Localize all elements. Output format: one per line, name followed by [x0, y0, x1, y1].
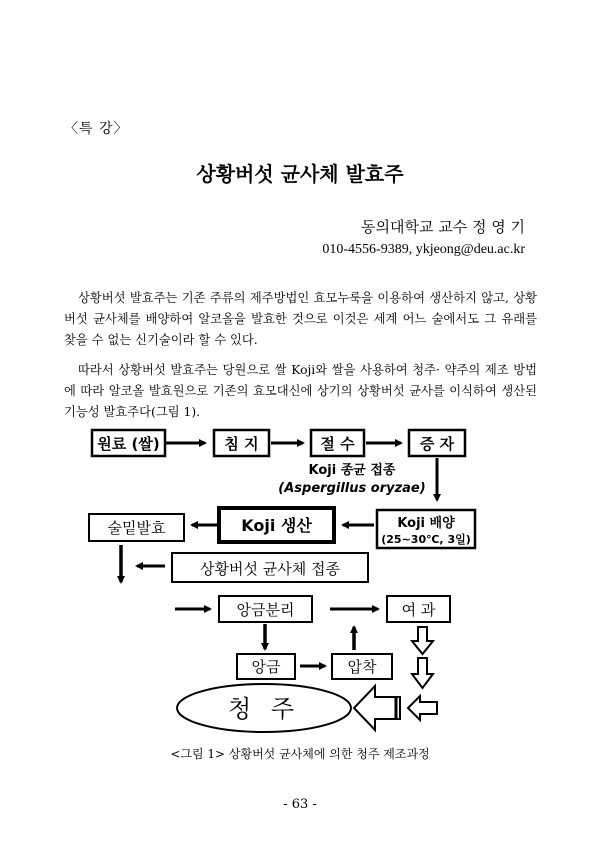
- mash-fermentation-label: 술밑발효: [107, 519, 166, 537]
- raw-material-label: 원료 (쌀): [97, 435, 160, 453]
- author-line: 동의대학교 교수 정 영 기: [361, 218, 525, 236]
- figure-caption: <그림 1> 상황버섯 균사체에 의한 청주 제조과정: [170, 747, 430, 761]
- koji-culture-conditions: (25∼30℃, 3일): [381, 533, 471, 546]
- soaking-label: 침 지: [224, 435, 259, 453]
- lees-separation-label: 앙금분리: [236, 601, 295, 619]
- paragraph-2: 따라서 상황버섯 발효주는 당원으로 쌀 Koji와 쌀을 사용하여 청주· 약주의 제조 방법에 따라 알코올 발효원으로 기존의 효모대신에 상기의 상황버섯 균사를 이식하여 생산된 기능성 발효주다(그림 1).: [64, 363, 537, 419]
- steaming-label: 증 자: [419, 435, 455, 453]
- koji-seed-label: Koji 종균 접종: [308, 463, 396, 478]
- filtration-label: 여 과: [401, 601, 436, 619]
- koji-production-label: Koji 생산: [241, 516, 312, 535]
- hollow-arrow-left-large: [354, 686, 400, 730]
- contact-line: 010-4556-9389, ykjeong@deu.ac.kr: [322, 242, 525, 257]
- pressing-label: 압착: [347, 658, 377, 676]
- page-number: - 63 -: [283, 797, 317, 812]
- lees-label: 앙금: [251, 658, 281, 676]
- paragraph-1: 상황버섯 발효주는 기존 주류의 제주방법인 효모누룩을 이용하여 생산하지 않고, 상황버섯 균사체를 배양하여 알코올을 발효한 것으로 이것은 세계 어느 술에서도 그 유래를 찾을 수 없는 신기술이라 할 수 있다.: [64, 291, 537, 347]
- draining-label: 절 수: [320, 435, 355, 453]
- product-label: 청 주: [228, 695, 300, 723]
- hollow-arrow-down-2: [412, 658, 433, 688]
- koji-culture-label: Koji 배양: [397, 516, 455, 531]
- koji-seed-species: (Aspergillus oryzae): [278, 481, 426, 496]
- hollow-arrow-down-1: [412, 627, 433, 654]
- page-title: 상황버섯 균사체 발효주: [196, 162, 404, 186]
- hollow-arrow-left-small: [408, 696, 437, 720]
- section-label: 〈특 강〉: [64, 121, 129, 137]
- mycelium-inoculation-label: 상황버섯 균사체 접종: [200, 560, 340, 578]
